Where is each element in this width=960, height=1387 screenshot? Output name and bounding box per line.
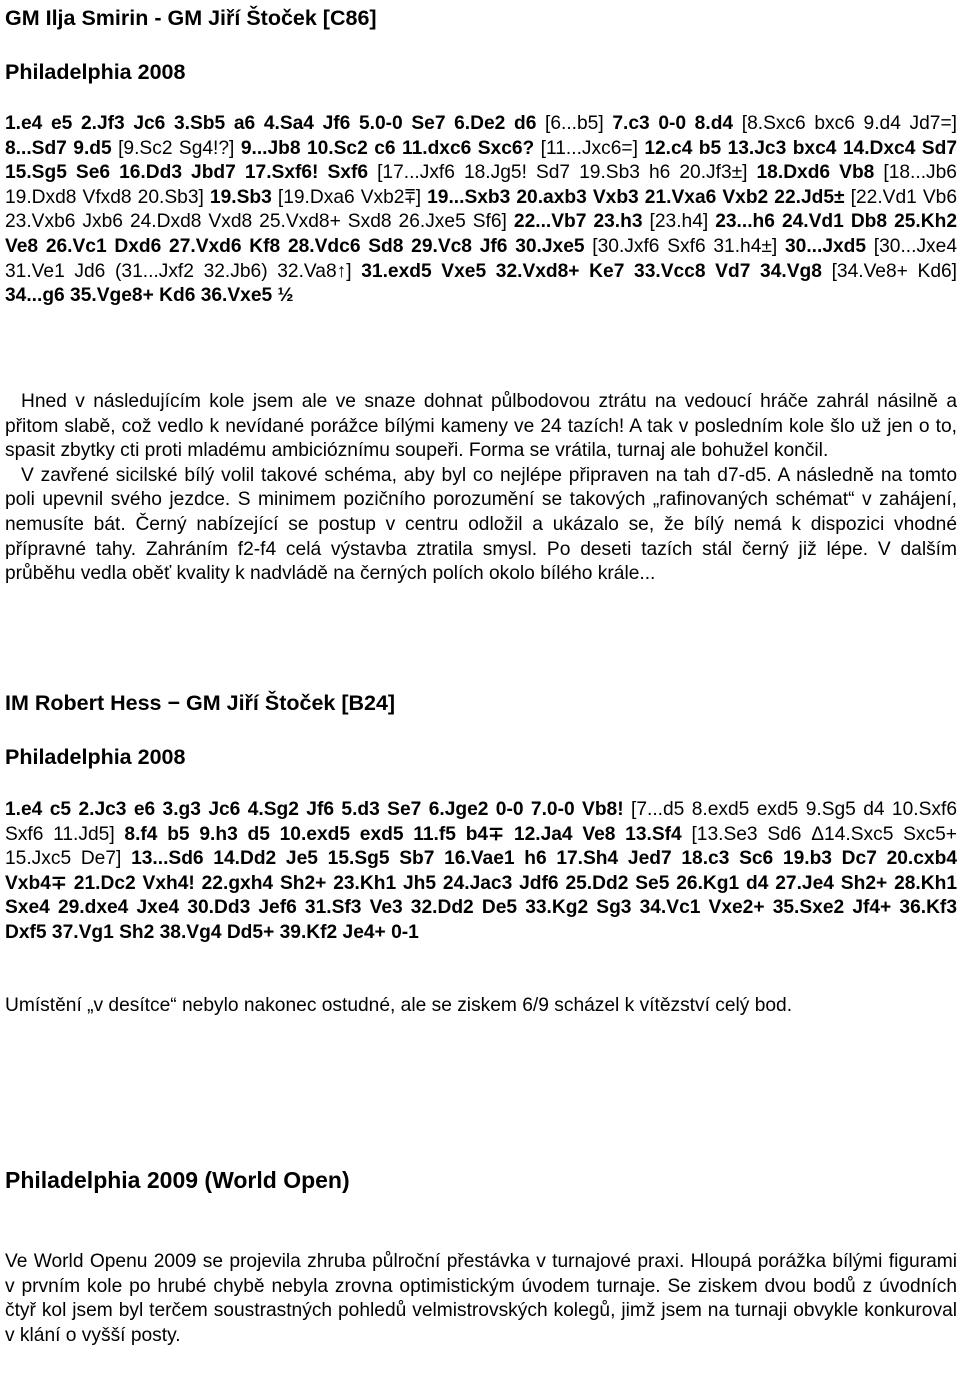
game1-place: Philadelphia 2008 [5, 60, 186, 84]
variation-moves: [30...Jxe4 31.Ve1 Jd6 (31...Jxf2 32.Jb6) 32.Va8↑] [5, 235, 957, 282]
main-line-moves: 30...Jxd5 [784, 235, 867, 257]
variation-moves: [11...Jxc6=] [534, 137, 645, 159]
variation-moves: [8.Sxc6 bxc6 9.d4 Jd7=] [733, 113, 957, 134]
variation-moves: [17...Jxf6 18.Jg5! Sd7 19.Sb3 h6 20.Jf3±] [368, 162, 757, 184]
main-line-moves: 8.f4 b5 9.h3 d5 10.exd5 exd5 11.f5 b4∓ 12.Ja4 Ve8 13.Sf4 [124, 823, 682, 845]
section-paragraph: Ve World Openu 2009 se projevila zhruba půlroční přestávka v turnajové praxi. Hloupá porážka bílými figurami v prvním kole po hrubé chybě nebyla zrovna optimistickým úvodem turnaje. Se ziskem dvou bodů z úvodních čtyř kol jsem byl terčem soustrastných pohledů velmistrovských kolegů, jimž jsem na turnaji obvykle konkuroval v klání o vyšší posty. [5, 1251, 957, 1346]
main-line-moves: 1.e4 e5 2.Jf3 Jc6 3.Sb5 a6 4.Sa4 Jf6 5.0-0 Se7 6.De2 d6 [5, 113, 537, 134]
main-line-moves: 31.exd5 Vxe5 32.Vxd8+ Ke7 33.Vcc8 Vd7 34.Vg8 [361, 260, 822, 282]
variation-moves: [30.Jxf6 Sxf6 31.h4±] [584, 235, 785, 257]
game1-comment-paragraph-1: Hned v následujícím kole jsem ale ve snaze dohnat půlbodovou ztrátu na vedoucí hráče zahrál násilně a přitom slabě, což vedlo k nevídané porážce bílými kameny ve 24 tazích! A tak v posledním kole šlo už jen o to, spasit zbytky cti proti mladému ambicióznímu soupeři. Forma se vrátila, turnaj ale bohužel končil. [5, 391, 957, 462]
variation-moves: [13.Se3 Sd6 Δ14.Sxc5 Sxc5+ 15.Jxc5 De7] [5, 823, 957, 870]
main-line-moves: 9...Jb8 10.Sc2 c6 11.dxc6 Sxc6? [240, 137, 535, 159]
main-line-moves: 22...Vb7 23.h3 [513, 211, 643, 233]
variation-moves: [6...b5] [536, 113, 613, 134]
main-line-moves: 23...h6 24.Vd1 Db8 25.Kh2 Ve8 26.Vc1 Dxd6 27.Vxd6 Kf8 28.Vdc6 Sd8 29.Vc8 Jf6 30.Jxe5 [5, 211, 958, 257]
variation-moves: [34.Ve8+ Kd6] [821, 260, 957, 282]
main-line-moves: 18.Dxd6 Vb8 [756, 162, 875, 184]
game1-comment-paragraph-2: V zavřené sicilské bílý volil takové schéma, aby byl co nejlépe připraven na tah d7-d5. A následně na tomto poli upevnil svého jezdce. S minimem pozičního porozumění se takových „rafinovaných schémat“ v zahájení, nemusíte bát. Černý nabízející se postup v centru odložil a ukázalo se, že bílý nemá k dispozici vhodné přípravné tahy. Zahráním f2-f4 celá výstavba ztratila smysl. Po deseti tazích stál černý již lépe. V dalším průběhu vedla oběť kvality k nadvládě na černých polích okolo bílého krále... [5, 464, 957, 585]
section-heading: Philadelphia 2009 (World Open) [5, 1167, 350, 1193]
variation-moves: [19.Dxa6 Vxb2⩱] [271, 186, 428, 208]
variation-moves: [18...Jb6 19.Dxd8 Vfxd8 20.Sb3] [5, 162, 957, 208]
game1-title: GM Ilja Smirin - GM Jiří Štoček [C86] [5, 6, 377, 30]
main-line-moves: 19...Sxb3 20.axb3 Vxb3 21.Vxa6 Vxb2 22.Jd5± [427, 186, 845, 208]
game2-moves [5, 798, 957, 946]
variation-moves: [22.Vd1 Vb6 23.Vxb6 Jxb6 24.Dxd8 Vxd8 25.Vxd8+ Sxd8 26.Jxe5 Sf6] [5, 186, 958, 233]
main-line-moves: 34...g6 35.Vge8+ Kd6 36.Vxe5 ½ [5, 285, 294, 307]
main-line-moves: 13...Sd6 14.Dd2 Je5 15.Sg5 Sb7 16.Vae1 h6 17.Sh4 Jed7 18.c3 Sc6 19.b3 Dc7 20.cxb4 Vxb4∓ 21.Dc2 Vxh4! 22.gxh4 Sh2+ 23.Kh1 Jh5 24.Jac3 Jdf6 25.Dd2 Se5 26.Kg1 d4 27.Je4 Sh2+ 28.Kh1 Sxe4 29.dxe4 Jxe4 30.Dd3 Jef6 31.Sf3 Ve3 32.Dd2 De5 33.Kg2 Sg3 34.Vc1 Vxe2+ 35.Sxe2 Jf4+ 36.Kf3 Dxf5 37.Vg1 Sh2 38.Vg4 Dd5+ 39.Kf2 Je4+ 0-1 [5, 848, 957, 943]
main-line-moves: 19.Sb3 [209, 186, 272, 208]
game2-title: IM Robert Hess − GM Jiří Štoček [B24] [5, 691, 396, 715]
variation-moves: [7...d5 8.exd5 exd5 9.Sg5 d4 10.Sxf6 Sxf6 11.Jd5] [5, 799, 958, 845]
main-line-moves: 8...Sd7 9.d5 [5, 137, 112, 159]
game1-commentary [5, 390, 957, 587]
main-line-moves: 12.c4 b5 13.Jc3 bxc4 14.Dxc4 Sd7 15.Sg5 Se6 16.Dd3 Jbd7 17.Sxf6! Sxf6 [5, 137, 958, 184]
main-line-moves: 7.c3 0-0 8.d4 [612, 113, 734, 134]
variation-moves: [9.Sc2 Sg4!?] [111, 137, 241, 159]
game2-commentary: Umístění „v desítce“ nebylo nakonec ostudné, ale se ziskem 6/9 scházel k vítězství celý bod. [5, 995, 793, 1016]
game1-moves [5, 112, 957, 309]
main-line-moves: 1.e4 c5 2.Jc3 e6 3.g3 Jc6 4.Sg2 Jf6 5.d3 Se7 6.Jge2 0-0 7.0-0 Vb8! [5, 799, 624, 820]
variation-moves: [23.h4] [642, 211, 716, 233]
game2-place: Philadelphia 2008 [5, 745, 186, 769]
